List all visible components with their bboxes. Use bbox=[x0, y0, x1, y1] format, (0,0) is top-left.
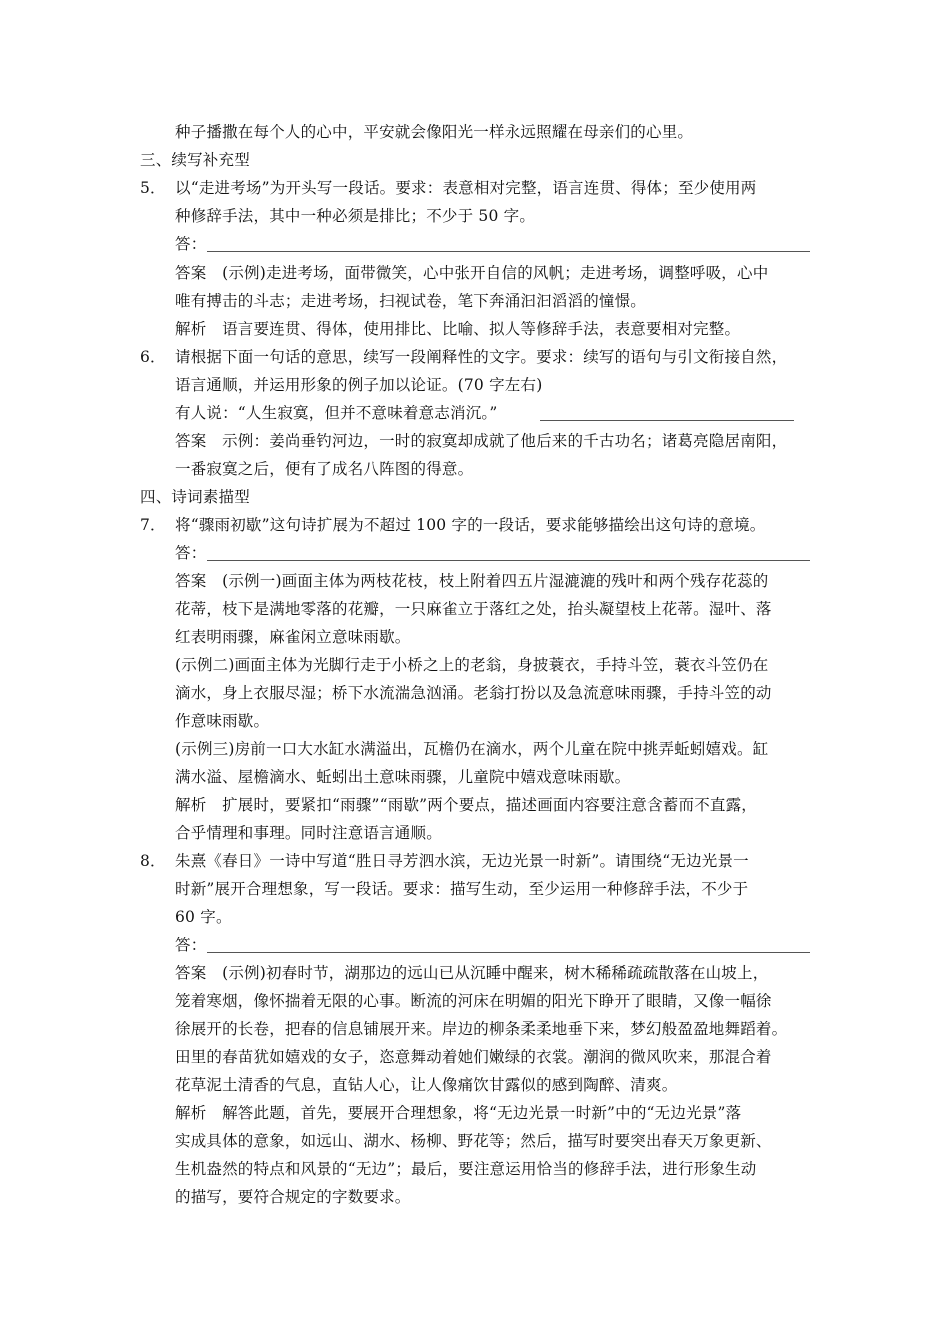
explanation-text: 解析 语言要连贯、得体，使用排比、比喻、拟人等修辞手法，表意要相对完整。 bbox=[175, 320, 741, 338]
section-heading-4: 四、诗词素描型 bbox=[140, 488, 250, 506]
question-8-text: 朱熹《春日》一诗中写道“胜日寻芳泗水滨，无边光景一时新”。请围绕“无边光景一 bbox=[175, 852, 749, 870]
answer-key-text: 花草泥土清香的气息，直钻人心，让人像痛饮甘露似的感到陶醉、清爽。 bbox=[175, 1076, 678, 1094]
answer-key-text: 满水溢、屋檐滴水、蚯蚓出土意味雨骤，儿童院中嬉戏意味雨歇。 bbox=[175, 768, 631, 786]
question-5-text: 种修辞手法，其中一种必须是排比；不少于 50 字。 bbox=[175, 207, 536, 225]
answer-key-text: 花蒂，枝下是满地零落的花瓣，一只麻雀立于落红之处，抬头凝望枝上花蒂。湿叶、落 bbox=[175, 600, 772, 618]
text-line: 种子播撒在每个人的心中，平安就会像阳光一样永远照耀在母亲们的心里。 bbox=[175, 123, 694, 141]
question-number-5: 5． bbox=[140, 179, 166, 197]
answer-key-text: (示例二)画面主体为光脚行走于小桥之上的老翁，身披蓑衣，手持斗笠，蓑衣斗笠仍在 bbox=[175, 656, 769, 674]
question-8-text: 60 字。 bbox=[175, 908, 232, 926]
answer-label: 答： bbox=[175, 544, 207, 562]
answer-key-text: 答案 (示例)走进考场，面带微笑，心中张开自信的风帆；走进考场，调整呼吸，心中 bbox=[175, 264, 769, 282]
answer-key-text: 唯有搏击的斗志；走进考场，扫视试卷，笔下奔涌汩汩滔滔的憧憬。 bbox=[175, 292, 647, 310]
answer-key-text: 笼着寒烟，像怀揣着无限的心事。断流的河床在明媚的阳光下睁开了眼睛，又像一幅徐 bbox=[175, 992, 772, 1010]
answer-key-text: 一番寂寞之后，便有了成名八阵图的得意。 bbox=[175, 460, 474, 478]
explanation-text: 解析 扩展时，要紧扣“雨骤”“雨歇”两个要点，描述画面内容要注意含蓄而不直露， bbox=[175, 796, 757, 814]
answer-blank-line bbox=[207, 952, 810, 953]
answer-key-text: (示例三)房前一口大水缸水满溢出，瓦檐仍在滴水，两个儿童在院中挑弄蚯蚓嬉戏。缸 bbox=[175, 740, 769, 758]
answer-label: 答： bbox=[175, 235, 207, 253]
answer-key-text: 滴水，身上衣服尽湿；桥下水流湍急汹涌。老翁打扮以及急流意味雨骤，手持斗笠的动 bbox=[175, 684, 772, 702]
answer-key-text: 答案 示例：姜尚垂钓河边，一时的寂寞却成就了他后来的千古功名；诸葛亮隐居南阳， bbox=[175, 432, 788, 450]
question-6-text: 有人说：“人生寂寞，但并不意味着意志消沉。” bbox=[175, 404, 498, 422]
answer-key-text: 答案 (示例一)画面主体为两枝花枝，枝上附着四五片湿漉漉的残叶和两个残存花蕊的 bbox=[175, 572, 769, 590]
answer-key-text: 田里的春苗犹如嬉戏的女子，恣意舞动着她们嫩绿的衣裳。潮润的微风吹来，那混合着 bbox=[175, 1048, 772, 1066]
question-6-text: 请根据下面一句话的意思，续写一段阐释性的文字。要求：续写的语句与引文衔接自然， bbox=[175, 348, 788, 366]
answer-key-text: 红表明雨骤，麻雀闲立意味雨歇。 bbox=[175, 628, 411, 646]
answer-blank-line bbox=[207, 251, 810, 252]
question-number-7: 7． bbox=[140, 516, 166, 534]
question-number-8: 8． bbox=[140, 852, 166, 870]
answer-key-text: 答案 (示例)初春时节，湖那边的远山已从沉睡中醒来，树木稀稀疏疏散落在山坡上， bbox=[175, 964, 769, 982]
answer-blank-line bbox=[207, 560, 810, 561]
answer-key-text: 作意味雨歇。 bbox=[175, 712, 270, 730]
answer-blank-line bbox=[540, 420, 794, 421]
explanation-text: 合乎情理和事理。同时注意语言通顺。 bbox=[175, 824, 442, 842]
explanation-text: 生机盎然的特点和风景的“无边”；最后，要注意运用恰当的修辞手法，进行形象生动 bbox=[175, 1160, 757, 1178]
answer-label: 答： bbox=[175, 936, 207, 954]
answer-key-text: 徐展开的长卷，把春的信息铺展开来。岸边的柳条柔柔地垂下来，梦幻般盈盈地舞蹈着。 bbox=[175, 1020, 788, 1038]
question-5-text: 以“走进考场”为开头写一段话。要求：表意相对完整，语言连贯、得体；至少使用两 bbox=[175, 179, 757, 197]
explanation-text: 的描写，要符合规定的字数要求。 bbox=[175, 1188, 411, 1206]
section-heading-3: 三、续写补充型 bbox=[140, 151, 250, 169]
question-6-text: 语言通顺，并运用形象的例子加以论证。(70 字左右) bbox=[175, 376, 543, 394]
question-number-6: 6． bbox=[140, 348, 166, 366]
question-8-text: 时新”展开合理想象，写一段话。要求：描写生动，至少运用一种修辞手法，不少于 bbox=[175, 880, 749, 898]
question-7-text: 将“骤雨初歇”这句诗扩展为不超过 100 字的一段话，要求能够描绘出这句诗的意境。 bbox=[175, 516, 766, 534]
explanation-text: 解析 解答此题，首先，要展开合理想象，将“无边光景一时新”中的“无边光景”落 bbox=[175, 1104, 742, 1122]
explanation-text: 实成具体的意象，如远山、湖水、杨柳、野花等；然后，描写时要突出春天万象更新、 bbox=[175, 1132, 772, 1150]
